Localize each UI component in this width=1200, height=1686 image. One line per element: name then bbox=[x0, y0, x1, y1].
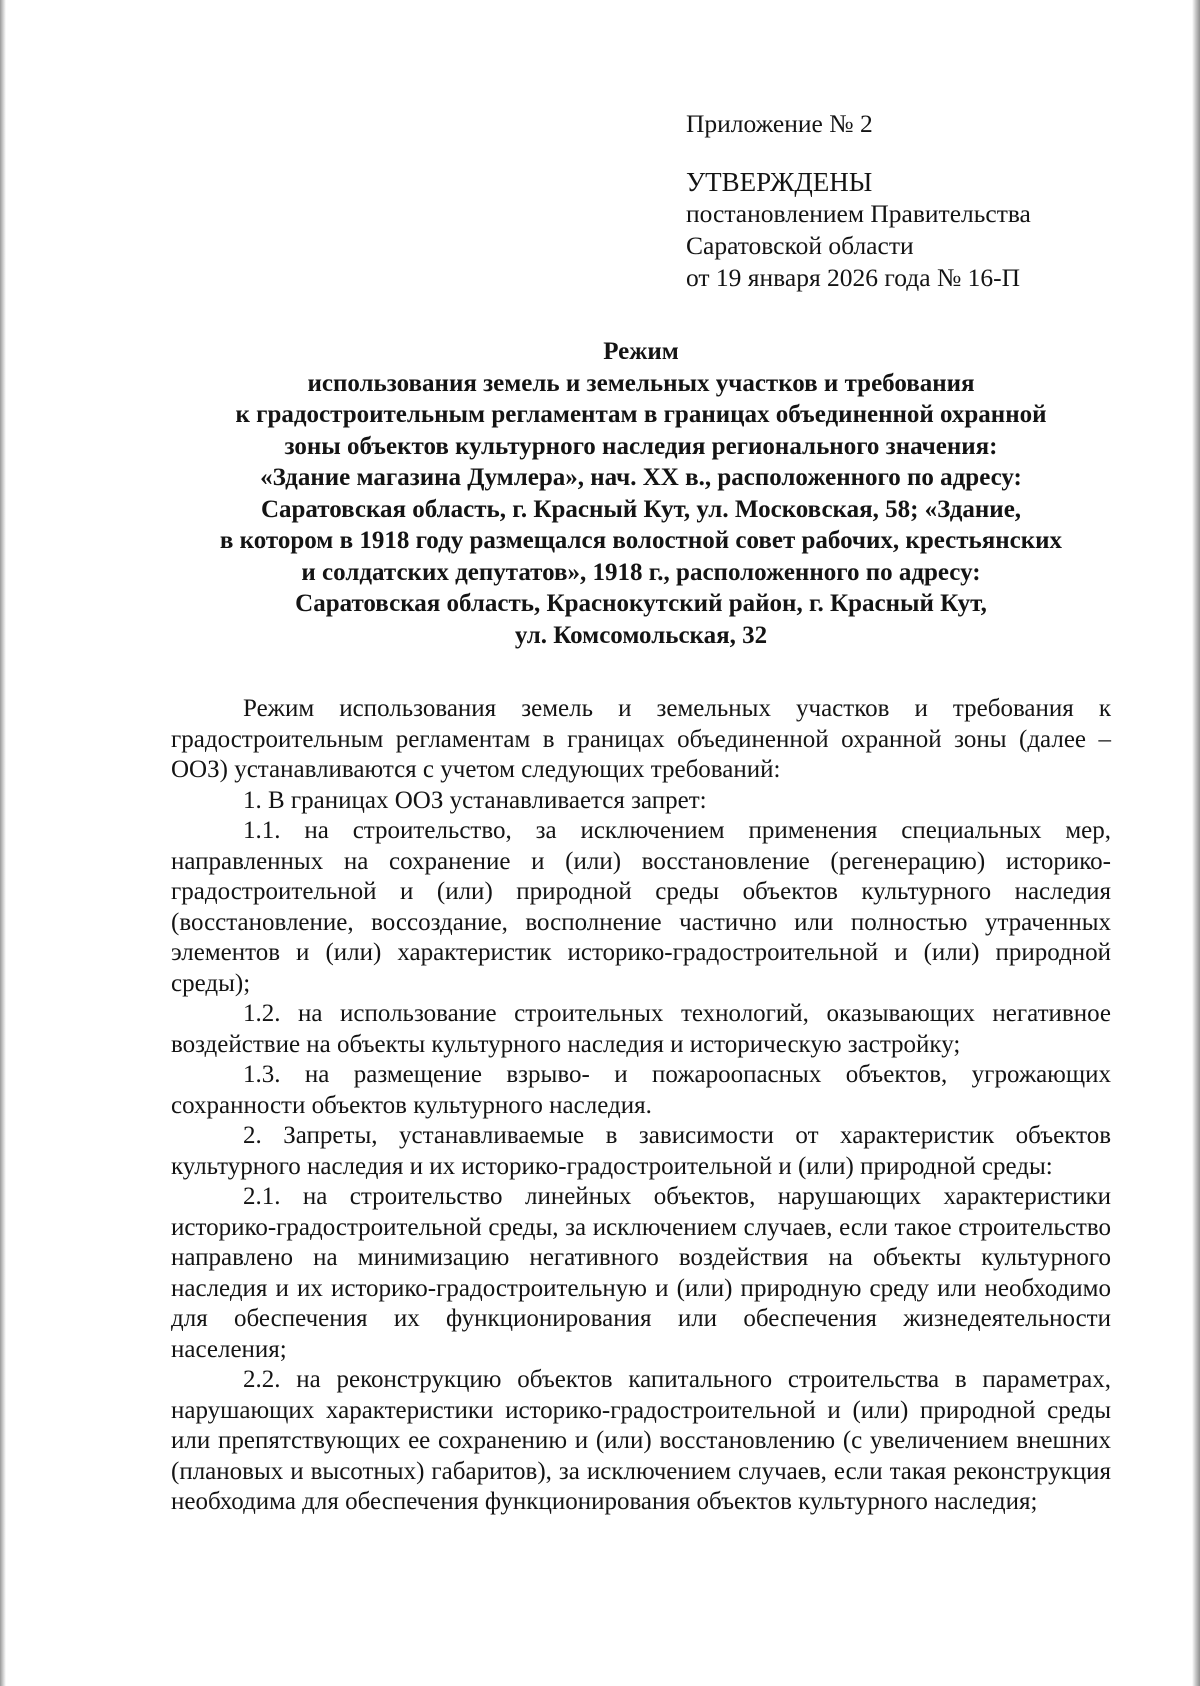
approval-line: постановлением Правительства bbox=[686, 199, 1031, 228]
title-line: Режим bbox=[603, 338, 679, 365]
body-paragraph: 2. Запреты, устанавливаемые в зависимости от характеристик объектов культурного наследия и их историко-градостроительной и (или) природной среды: bbox=[171, 1122, 1111, 1180]
approved-heading: УТВЕРЖДЕНЫ bbox=[686, 167, 873, 197]
approval-line: Саратовской области bbox=[686, 231, 914, 260]
title-line: зоны объектов культурного наследия регионального значения: bbox=[284, 432, 998, 460]
body-paragraph: Режим использования земель и земельных участков и требования к градостроительным регламентам в границах объединенной охранной зоны (далее – ООЗ) устанавливаются с учетом следующих требований: bbox=[171, 695, 1111, 783]
scan-edge-left bbox=[0, 0, 6, 1686]
body-paragraph: 1.2. на использование строительных технологий, оказывающих негативное воздействие на объекты культурного наследия и историческую застройку; bbox=[171, 1000, 1111, 1058]
body-paragraph: 2.2. на реконструкцию объектов капитального строительства в параметрах, нарушающих характеристики историко-градостроительной и (или) природной среды или препятствующих ее сохранению и (или) восстановлению (с увеличением внешних (плановых и высотных) габаритов), за исключением случаев, если такая реконструкция необходима для обеспечения функционирования объектов культурного наследия; bbox=[171, 1366, 1111, 1515]
document-body bbox=[171, 694, 1111, 1518]
approval-block bbox=[686, 108, 1106, 294]
body-paragraph: 1. В границах ООЗ устанавливается запрет: bbox=[243, 786, 707, 814]
title-line: в котором в 1918 году размещался волостной совет рабочих, крестьянских bbox=[219, 527, 1063, 554]
annex-number: Приложение № 2 bbox=[686, 109, 873, 138]
title-line: Саратовская область, Краснокутский район, г. Красный Кут, bbox=[295, 590, 987, 617]
scan-edge-right bbox=[1192, 0, 1200, 1686]
body-paragraph: 1.3. на размещение взрыво- и пожароопасных объектов, угрожающих сохранности объектов культурного наследия. bbox=[171, 1061, 1111, 1119]
approval-date-line: от 19 января 2026 года № 16-П bbox=[686, 263, 1021, 292]
document-title bbox=[171, 336, 1111, 651]
title-line: и солдатских депутатов», 1918 г., расположенного по адресу: bbox=[301, 558, 981, 586]
title-line: к градостроительным регламентам в границах объединенной охранной bbox=[235, 401, 1047, 428]
body-paragraph: 2.1. на строительство линейных объектов, нарушающих характеристики историко-градостроительной среды, за исключением случаев, если такое строительство направлено на минимизацию негативного воздействия на объекты культурного наследия и их историко-градостроительную и (или) природную среду или необходимо для обеспечения их функционирования или обеспечения жизнедеятельности населения; bbox=[171, 1183, 1111, 1363]
title-line: «Здание магазина Думлера», нач. XX в., расположенного по адресу: bbox=[260, 464, 1022, 491]
title-line: ул. Комсомольская, 32 bbox=[514, 621, 768, 649]
title-line: использования земель и земельных участков и требования bbox=[307, 369, 975, 397]
title-line: Саратовская область, г. Красный Кут, ул. Московская, 58; «Здание, bbox=[260, 495, 1022, 523]
body-paragraph: 1.1. на строительство, за исключением применения специальных мер, направленных на сохранение и (или) восстановление (регенерацию) историко-градостроительной и (или) природной среды объектов культурного наследия (восстановление, воссоздание, восполнение частично или полностью утраченных элементов и (или) характеристик историко-градостроительной и (или) природной среды); bbox=[171, 817, 1111, 997]
